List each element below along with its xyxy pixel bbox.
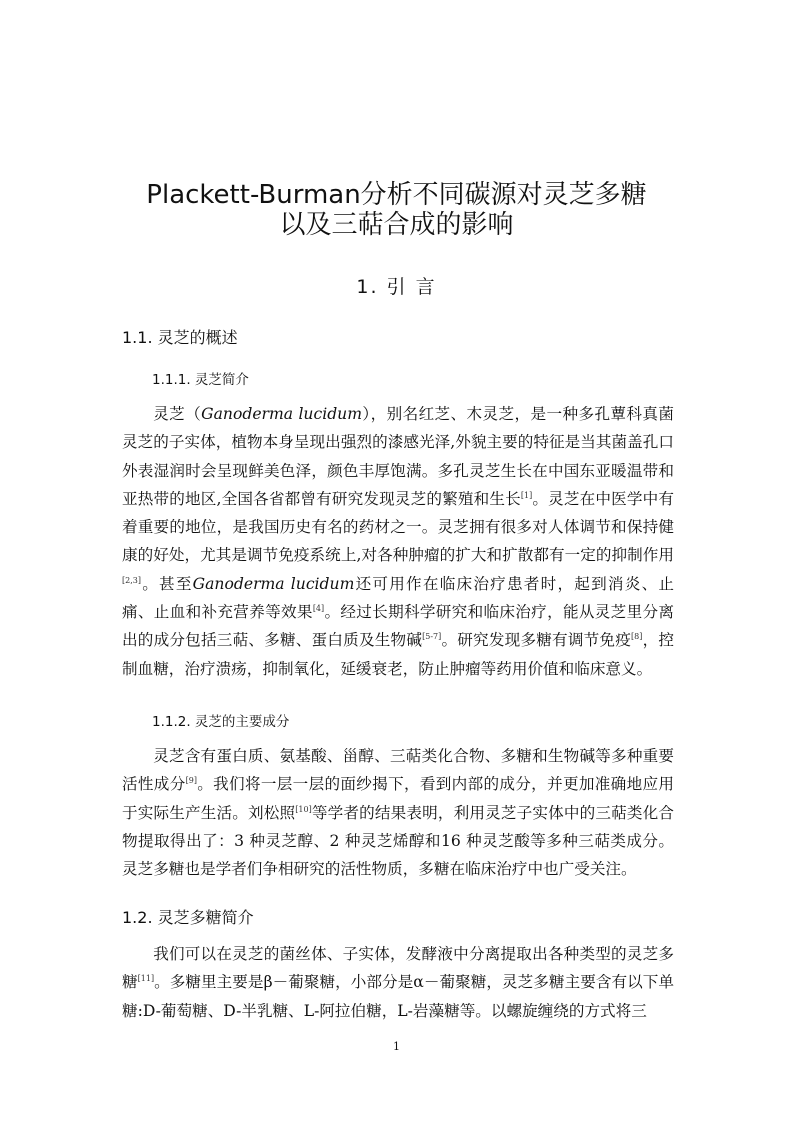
text-run: 灵芝含有蛋白质、氨基酸、甾醇、三萜类化合物、多糖和生物碱等多种重要活性成分 [122,747,674,794]
paragraph-polysaccharide-intro [122,940,674,1025]
text-run: ，控制血糖，治疗溃疡，抑制氧化，延缓衰老，防止肿瘤等药用价值和临床意义。 [122,631,674,678]
text-run: ），别名红芝、木灵芝，是一种多孔蕈科真菌灵芝的子实体，植物本身呈现出强烈的漆感光泽,外貌主要的特征是当其菌盖孔口外表湿润时会呈现鲜美色泽，颜色丰厚饱满。多孔灵芝生长在中国东亚暖温带和亚热带的地区,全国各省都曾有研究发现灵芝的繁殖和生长 [122,405,674,508]
latin-name: Ganoderma lucidum [201,405,363,423]
subsubsection-heading-1-1-1: 1.1.1. 灵芝简介 [152,372,249,388]
subsection-heading-1-2: 1.2. 灵芝多糖简介 [122,908,254,927]
text-run: 。灵芝在中医学中有着重要的地位，是我国历史有名的药材之一。灵芝拥有很多对人体调节和保持健康的好处，尤其是调节免疫系统上,对各种肿瘤的扩大和扩散都有一定的抑制作用 [122,489,674,565]
text-run: 。多糖里主要是β－葡聚糖，小部分是α－葡聚糖，灵芝多糖主要含有以下单糖:D-葡萄糖、D-半乳糖、L-阿拉伯糖，L-岩藻糖等。以螺旋缠绕的方式将三 [122,973,674,1020]
citation-ref: [2,3] [122,575,141,585]
text-run: 等学者的结果表明，利用灵芝子实体中的三萜类化合物提取得出了：3 种灵芝醇、2 种灵芝烯醇和16 种灵芝酸等多种三萜类成分。灵芝多糖也是学者们争相研究的活性物质，多糖在临床治疗中也广受关注。 [122,803,674,879]
text-run: 还可用作在临床治疗患者时，起到消炎、止痛、止血和补充营养等效果 [122,574,674,622]
text-run: 。研究发现多糖有调节免疫 [441,631,632,650]
latin-name: Ganoderma lucidum [192,574,355,593]
title-line-2: 以及三萜合成的影响 [279,210,514,240]
citation-ref: [11] [137,974,155,984]
citation-ref: [1] [520,490,533,500]
paragraph-lingzhi-intro [122,400,674,683]
citation-ref: [8] [631,632,643,642]
citation-ref: [4] [312,603,325,613]
text-run: 。甚至 [140,574,193,593]
subsection-heading-1-1: 1.1. 灵芝的概述 [122,328,238,347]
page-number: 1 [393,1040,400,1053]
text-run: 。经过长期科学研究和临床治疗，能从灵芝里分离出的成分包括三萜、多糖、蛋白质及生物碱 [122,603,674,650]
text-run: 我们可以在灵芝的菌丝体、子实体，发酵液中分离提取出各种类型的灵芝多糖 [122,945,674,992]
subsubsection-heading-1-1-2: 1.1.2. 灵芝的主要成分 [152,714,290,730]
text-run: 。我们将一层一层的面纱揭下，看到内部的成分，并更加准确地应用于实际生产生活。刘松照 [122,775,674,822]
paragraph-main-components [122,742,674,883]
citation-ref: [9] [185,776,197,786]
text-run: 灵芝（ [153,405,202,423]
paper-title [60,180,733,240]
title-line-1: Plackett-Burman分析不同碳源对灵芝多糖 [146,180,647,210]
citation-ref: [10] [295,804,312,814]
section-heading-introduction: 1. 引 言 [356,276,437,298]
citation-ref: [5-7] [422,632,442,642]
